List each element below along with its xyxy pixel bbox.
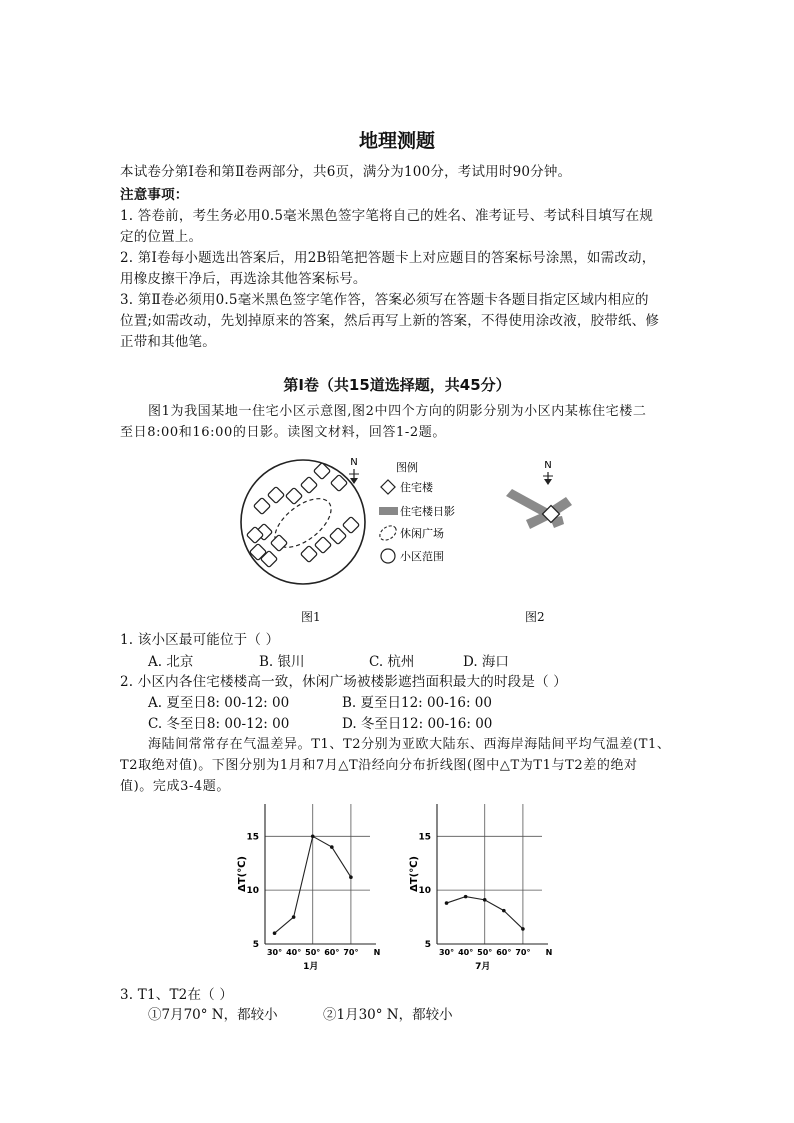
data-point	[502, 909, 506, 913]
figure-caption: 图1	[301, 610, 321, 624]
building	[301, 477, 318, 494]
notice-heading: 注意事项：	[120, 187, 189, 203]
north-label: N	[350, 457, 358, 468]
chart-july	[402, 798, 562, 978]
north-label: N	[544, 460, 552, 471]
y-axis-label: ΔT(℃)	[237, 856, 248, 892]
option-a: A. 北京	[148, 654, 194, 670]
community-map-figure	[230, 452, 490, 602]
data-point	[292, 915, 296, 919]
data-point	[349, 875, 353, 879]
chart-title: 7月	[475, 962, 491, 972]
notice-line: 位置;如需改动，先划掉原来的答案，然后再写上新的答案，不得使用涂改液，胶带纸、修	[120, 313, 660, 329]
legend-label: 休闲广场	[400, 527, 444, 540]
x-tick-label: 60°	[324, 948, 340, 957]
residential-buildings	[247, 463, 360, 568]
x-tick-label: 60°	[496, 948, 512, 957]
section-title: 第Ⅰ卷（共15道选择题，共45分）	[283, 376, 511, 394]
data-point	[521, 927, 525, 931]
data-point	[464, 895, 468, 899]
legend-boundary-icon	[381, 549, 395, 563]
x-axis-label: N	[545, 948, 553, 957]
building	[330, 528, 347, 545]
building-shadows	[506, 489, 572, 529]
legend-label: 住宅楼	[400, 481, 433, 494]
notice-line: 2. 第Ⅰ卷每小题选出答案后，用2B铅笔把答题卡上对应题目的答案标号涂黑，如需改动，	[120, 250, 656, 266]
option-2: ②1月30° N，都较小	[323, 1007, 453, 1023]
material-text: 海陆间常常存在气温差异。T1、T2分别为亚欧大陆东、西海岸海陆间平均气温差(T1、	[148, 737, 671, 752]
x-tick-label: 70°	[343, 948, 359, 957]
building	[286, 488, 303, 505]
x-tick-label: 40°	[458, 948, 474, 957]
page-title: 地理测题	[358, 130, 435, 152]
data-point	[311, 835, 315, 839]
question-stem: 1. 该小区最可能位于（ ）	[120, 632, 280, 648]
building	[315, 537, 332, 554]
data-point	[273, 931, 277, 935]
chart-january	[230, 798, 390, 978]
building	[271, 535, 288, 552]
notice-line: 1. 答卷前，考生务必用0.5毫米黑色签字笔将自己的姓名、准考证号、考试科目填写在规	[120, 208, 654, 224]
legend-label: 小区范围	[400, 550, 444, 563]
legend-shadow-icon	[379, 507, 398, 515]
building	[301, 546, 318, 563]
notice-line: 用橡皮擦干净后，再选涂其他答案标号。	[120, 271, 367, 287]
legend-label: 住宅楼日影	[400, 505, 455, 518]
north-arrow-icon	[543, 460, 553, 485]
x-tick-label: 70°	[515, 948, 531, 957]
option-d: D. 冬至日12: 00-16: 00	[342, 716, 493, 732]
notice-line: 正带和其他笔。	[120, 334, 216, 350]
legend-title: 图例	[396, 461, 418, 474]
x-tick-label: 50°	[305, 948, 321, 957]
y-axis-label: ΔT(℃)	[409, 856, 420, 892]
data-point	[445, 901, 449, 905]
x-tick-label: 30°	[266, 948, 283, 957]
intro-text: 本试卷分第Ⅰ卷和第Ⅱ卷两部分，共6页，满分为100分，考试用时90分钟。	[120, 164, 572, 180]
building	[254, 498, 271, 515]
data-point	[330, 845, 334, 849]
option-d: D. 海口	[463, 654, 509, 670]
material-text: T2取绝对值)。下图分别为1月和7月△T沿经向分布折线图(图中△T为T1与T2差的绝对	[120, 758, 638, 773]
material-text: 值)。完成3-4题。	[120, 779, 231, 794]
option-c: C. 冬至日8: 00-12: 00	[148, 716, 290, 732]
figure-caption: 图2	[525, 610, 545, 624]
y-tick-label: 10	[246, 886, 259, 897]
x-axis-label: N	[373, 948, 381, 957]
material-text: 至日8:00和16:00的日影。读图文材料，回答1-2题。	[120, 425, 446, 440]
option-1: ①7月70° N，都较小	[148, 1007, 278, 1023]
north-arrow-icon	[349, 457, 359, 484]
material-text: 图1为我国某地一住宅小区示意图,图2中四个方向的阴影分别为小区内某栋住宅楼二	[148, 404, 647, 419]
legend-building-icon	[381, 480, 395, 494]
x-tick-label: 50°	[477, 948, 493, 957]
y-tick-label: 5	[424, 940, 431, 950]
data-point	[483, 898, 487, 902]
notice-line: 定的位置上。	[120, 229, 203, 245]
option-a: A. 夏至日8: 00-12: 00	[148, 695, 290, 711]
building	[343, 517, 360, 534]
question-stem: 2. 小区内各住宅楼楼高一致，休闲广场被楼影遮挡面积最大的时段是（ ）	[120, 674, 567, 690]
legend-square-icon	[377, 523, 399, 543]
option-b: B. 银川	[259, 654, 305, 670]
x-tick-label: 40°	[286, 948, 302, 957]
building	[268, 487, 285, 504]
question-stem: 3. T1、T2在（ ）	[120, 987, 234, 1003]
option-b: B. 夏至日12: 00-16: 00	[342, 695, 492, 711]
y-tick-label: 15	[418, 832, 431, 843]
y-tick-label: 10	[418, 886, 431, 897]
y-tick-label: 5	[252, 940, 259, 950]
y-tick-label: 15	[246, 832, 259, 843]
notice-line: 3. 第Ⅱ卷必须用0.5毫米黑色签字笔作答，答案必须写在答题卡各题目指定区域内相应的	[120, 292, 649, 308]
option-c: C. 杭州	[369, 654, 415, 670]
building-shadow-figure	[500, 458, 590, 538]
x-tick-label: 30°	[438, 948, 455, 957]
chart-title: 1月	[303, 962, 319, 972]
